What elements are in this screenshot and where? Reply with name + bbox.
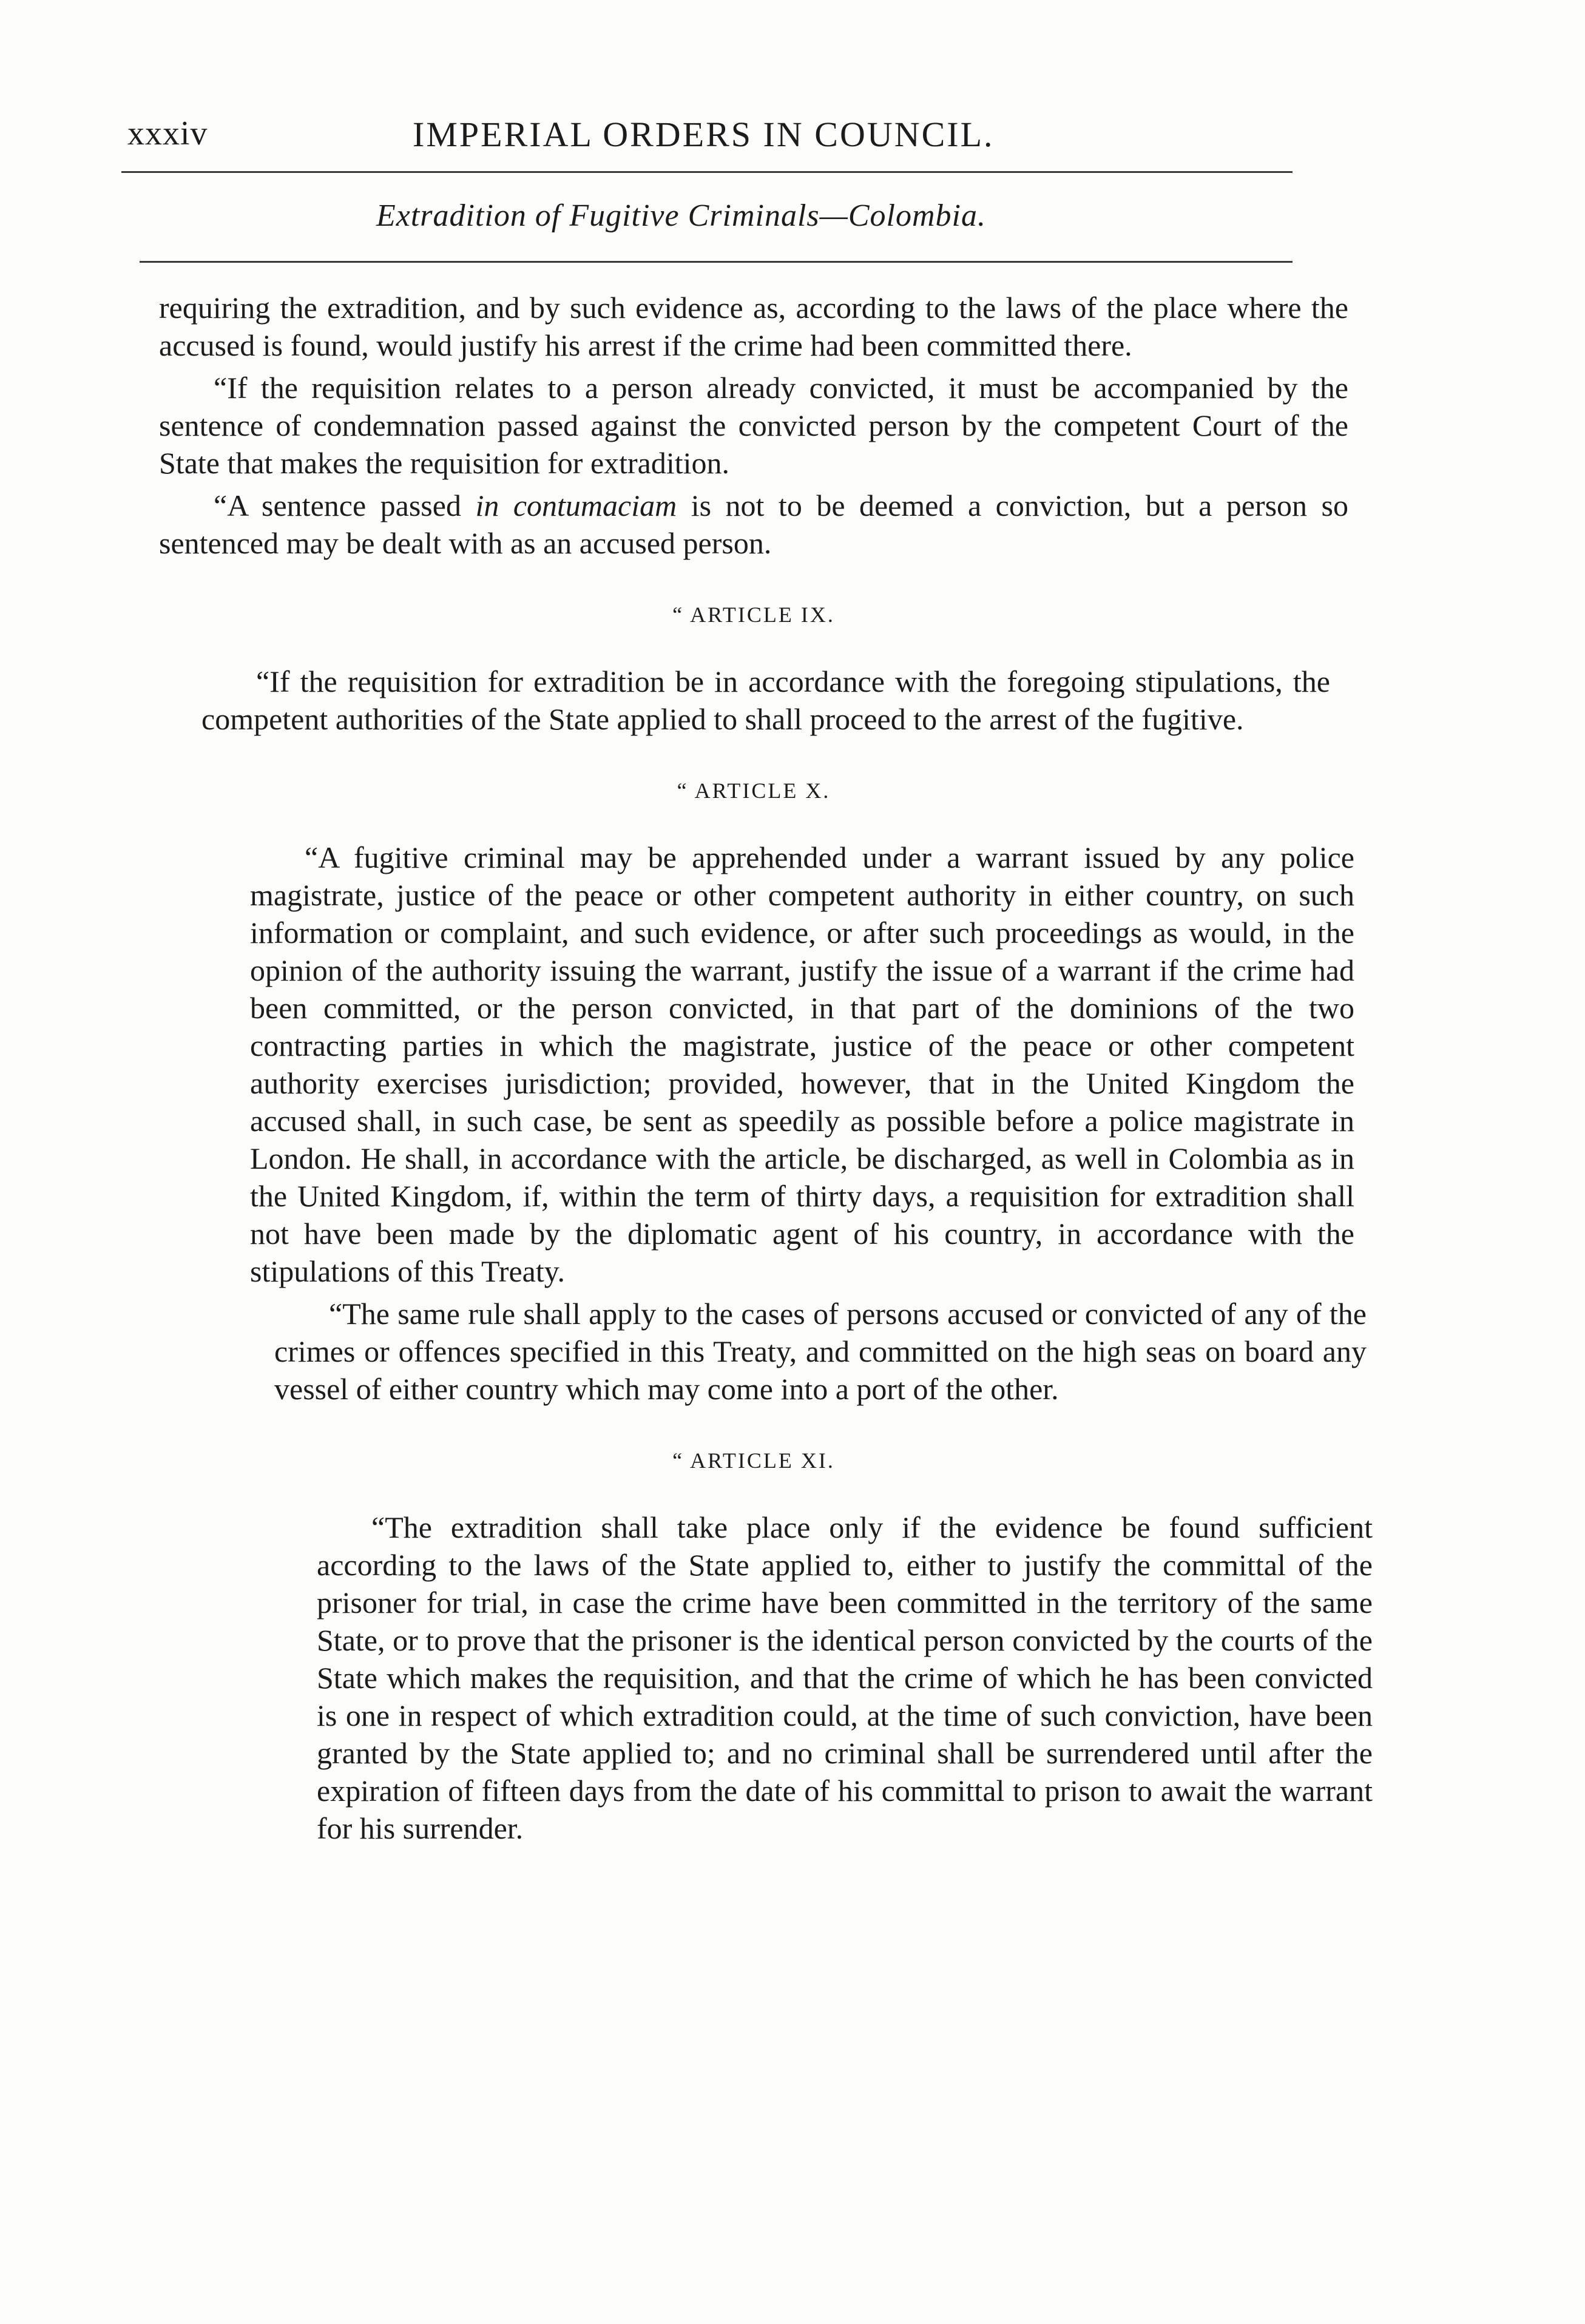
running-title: IMPERIAL ORDERS IN COUNCIL. xyxy=(413,115,995,154)
paragraph-convicted-person: “If the requisition relates to a person already convicted, it must be accompanied by the sentence of condemnation passed against the convicted person by the competent Court of the State that makes the requisition for extradition. xyxy=(159,371,1348,480)
article-ix-heading: “ ARTICLE IX. xyxy=(672,603,835,627)
contumaciam-italic: in contumaciam xyxy=(475,488,677,522)
paragraph-continuation: requiring the extradition, and by such evidence as, according to the laws of the place where the accused is found, would justify his arrest if the crime had been committed there. xyxy=(159,291,1348,362)
page-header xyxy=(127,114,1293,163)
contumaciam-text-a: “A sentence passed xyxy=(214,488,476,522)
paragraph-article-ix: “If the requisition for extradition be in accordance with the foregoing stipulations, the competent authorities of the State applied to shall proceed to the arrest of the fugitive. xyxy=(201,664,1330,736)
header-rule xyxy=(121,171,1293,173)
subtitle-rule xyxy=(140,261,1293,263)
article-x-heading: “ ARTICLE X. xyxy=(677,779,831,803)
article-xi-heading: “ ARTICLE XI. xyxy=(672,1448,835,1473)
paragraph-high-seas: “The same rule shall apply to the cases of persons accused or convicted of any of the crimes or offences specified in this Treaty, and committed on the high seas on board any vessel of either country which may come into a port of the other. xyxy=(274,1297,1367,1406)
paragraph-contumaciam xyxy=(159,487,1348,562)
document-body xyxy=(159,289,1373,1852)
paragraph-article-xi: “The extradition shall take place only if the evidence be found sufficient according to the laws of the State applied to, either to justify the committal of the prisoner for trial, in case the crime have been committed in the territory of the same State, or to prove that the prisoner is the identical person convicted by the courts of the State which makes the requisition, and that the crime of which he has been convicted is one in respect of which extradition could, at the time of such conviction, have been granted by the State applied to; and no criminal shall be surrendered until after the expiration of fifteen days from the date of his committal to prison to await the warrant for his surrender. xyxy=(317,1510,1373,1845)
section-subtitle: Extradition of Fugitive Criminals—Colombia. xyxy=(376,198,986,233)
contumaciam-text-b: is not to be deemed a conviction, but a person so sentenced may be dealt with as an accused person. xyxy=(159,488,1349,560)
page-number: xxxiv xyxy=(127,115,208,152)
paragraph-article-x: “A fugitive criminal may be apprehended under a warrant issued by any police magistrate, justice of the peace or other competent authority in either country, on such information or complaint, and such evidence, or after such proceedings as would, in the opinion of the authority issuing the warrant, justify the issue of a warrant if the crime had been committed, or the person convicted, in that part of the dominions of the two contracting parties in which the magistrate, justice of the peace or other competent authority exercises jurisdiction; provided, however, that in the United Kingdom the accused shall, in such case, be sent as speedily as possible before a police magistrate in London. He shall, in accordance with the article, be discharged, as well in Colombia as in the United Kingdom, if, within the term of thirty days, a requisition for extradition shall not have been made by the diplomatic agent of his country, in accordance with the stipulations of this Treaty. xyxy=(250,840,1354,1288)
